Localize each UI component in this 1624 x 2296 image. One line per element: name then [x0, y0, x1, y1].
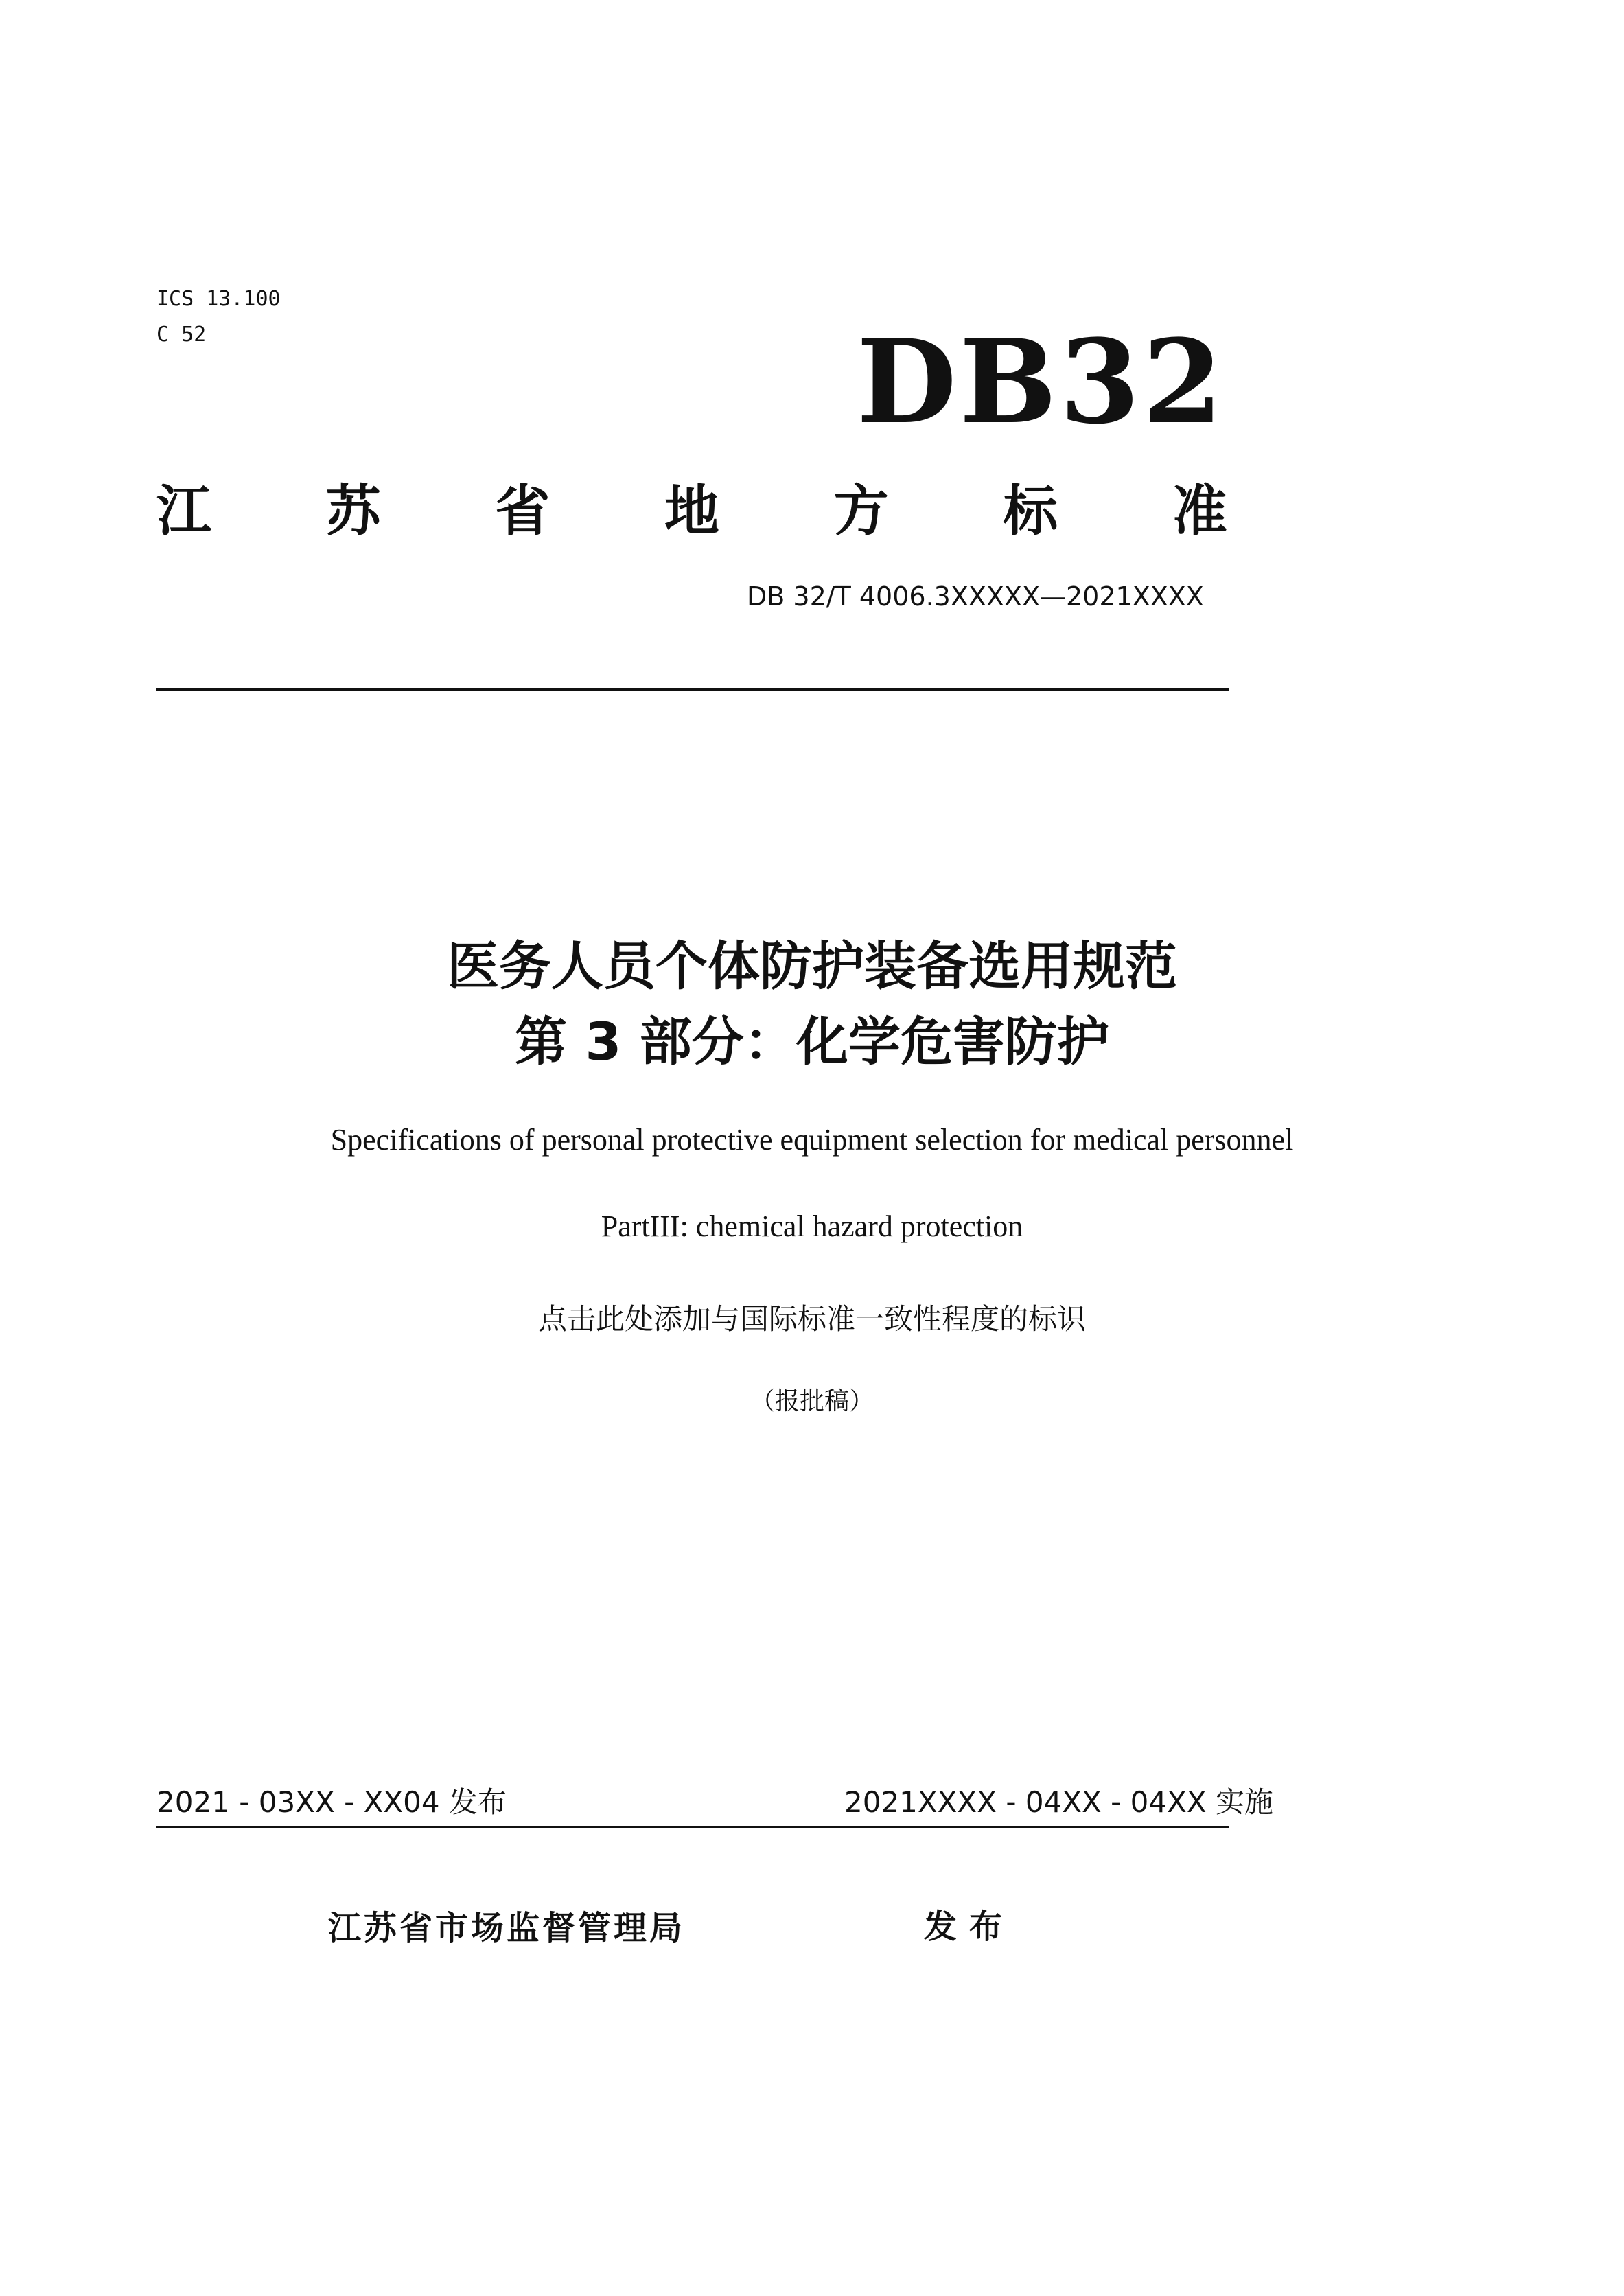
standard-type-char: 苏 [325, 479, 381, 543]
publish-date: 2021 - 03XX - XX04 发布 [156, 1785, 507, 1819]
ics-code: ICS 13.100 [156, 287, 281, 311]
standard-type [156, 480, 1227, 542]
top-divider [156, 688, 1229, 691]
draft-status: （报批稿） [750, 1387, 874, 1415]
standard-type-char: 江 [156, 479, 211, 543]
bottom-divider [156, 1826, 1229, 1828]
title-cn-part: 第 3 部分：化学危害防护 [515, 1011, 1109, 1072]
issuer-name: 江苏省市场监督管理局 [328, 1909, 686, 1947]
consistency-note: 点击此处添加与国际标准一致性程度的标识 [537, 1302, 1086, 1336]
standard-type-char: 地 [664, 479, 719, 543]
title-en-part: PartIII: chemical hazard protection [601, 1209, 1023, 1243]
standard-type-char: 标 [1003, 479, 1058, 543]
standard-logo: DB32 [857, 314, 1226, 450]
title-en-main: Specifications of personal protective equipment selection for medical personnel [330, 1123, 1294, 1157]
standard-type-char: 方 [833, 479, 889, 543]
issue-label: 发布 [924, 1907, 1015, 1946]
ccs-code: C 52 [156, 323, 207, 347]
title-cn-main: 医务人员个体防护装备选用规范 [447, 936, 1177, 997]
standard-number: DB 32/T 4006.3XXXXX—2021XXXX [747, 581, 1204, 612]
standard-type-char: 省 [495, 479, 550, 543]
implement-date: 2021XXXX - 04XX - 04XX 实施 [844, 1785, 1274, 1819]
standard-type-char: 准 [1172, 479, 1227, 543]
